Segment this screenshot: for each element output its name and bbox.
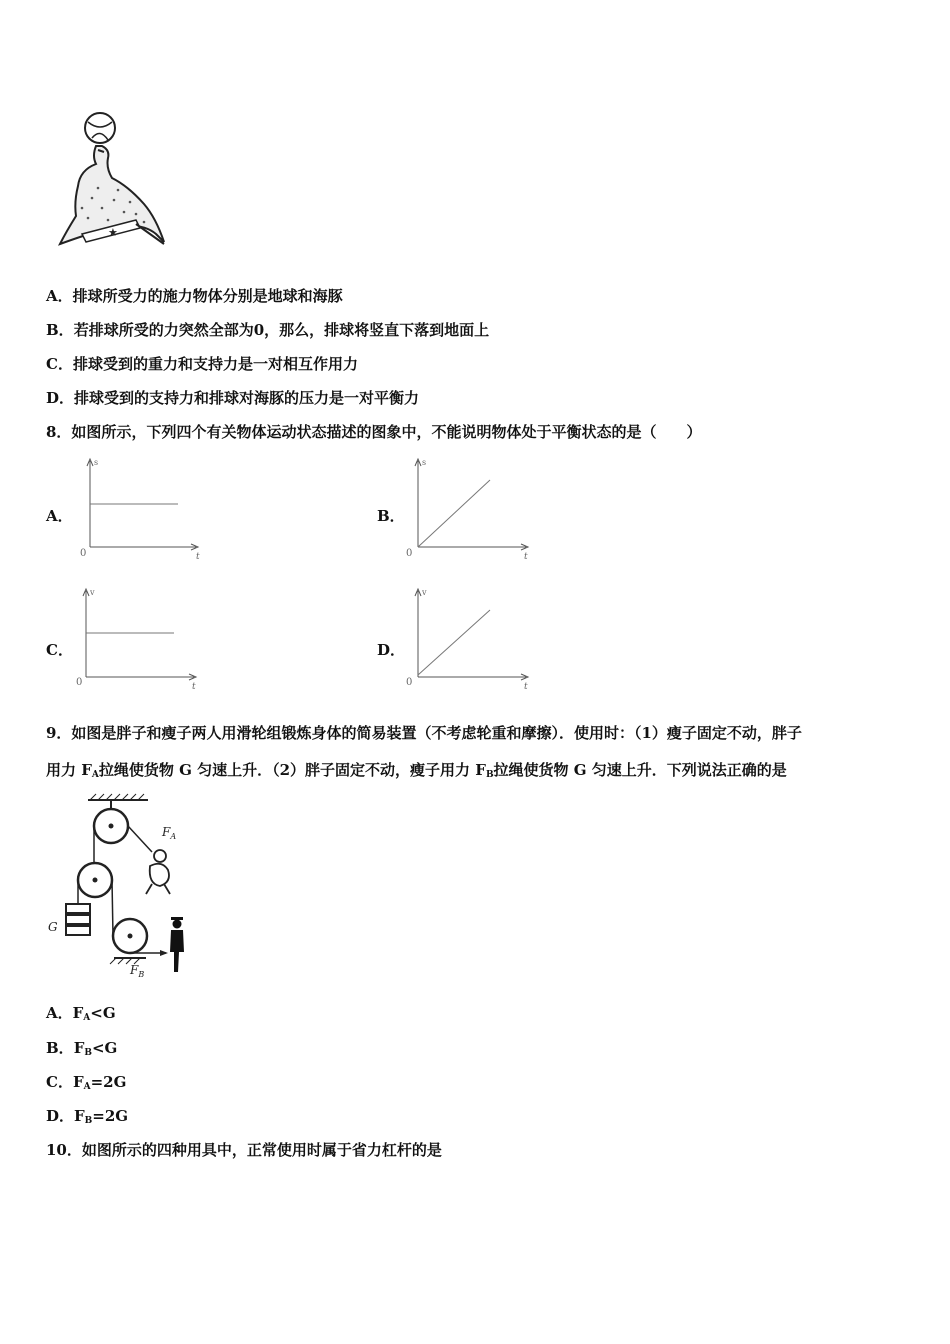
graph-c-x-label: t bbox=[192, 682, 196, 692]
q9-option-b[interactable]: B．$F_B<G$ bbox=[46, 1039, 118, 1058]
weight-g bbox=[66, 904, 90, 913]
q8-option-c-letter[interactable]: C． bbox=[46, 641, 73, 659]
q7-option-c[interactable]: C．排球受到的重力和支持力是一对相互作用力 bbox=[46, 355, 358, 373]
q9-stem-line2: 用力 $F_A$拉绳使货物 G 匀速上升．（2）胖子固定不动，瘦子用力 $F_B$拉绳使货物 G 匀速上升．下列说法正确的是 bbox=[46, 761, 787, 780]
q9-stem-line1: 9．如图是胖子和瘦子两人用滑轮组锻炼身体的简易装置（不考虑轮重和摩擦）．使用时：（1）瘦子固定不动，胖子 bbox=[46, 724, 802, 742]
seal-ball-figure bbox=[52, 108, 172, 253]
q8-option-a-letter[interactable]: A． bbox=[46, 507, 73, 525]
fb-label: $F_B$ bbox=[130, 963, 145, 979]
graph-d-line bbox=[418, 610, 490, 675]
q9-option-d[interactable]: D．$F_B=2G$ bbox=[46, 1107, 129, 1126]
q9-option-c[interactable]: C．$F_A=2G$ bbox=[46, 1073, 127, 1092]
graph-a-origin: 0 bbox=[80, 548, 87, 559]
q8-stem: 8．如图所示，下列四个有关物体运动状态描述的图象中，不能说明物体处于平衡状态的是（ ） bbox=[46, 423, 702, 441]
q8-option-d-letter[interactable]: D． bbox=[377, 641, 406, 659]
graph-d-y-label: v bbox=[422, 588, 427, 597]
graph-a-x-label: t bbox=[196, 552, 200, 562]
pulley-figure bbox=[44, 792, 204, 984]
graph-a-y-label: s bbox=[94, 458, 99, 467]
fat-person bbox=[146, 850, 170, 894]
q8-option-b-letter[interactable]: B． bbox=[377, 507, 405, 525]
q8-graph-a[interactable] bbox=[72, 455, 212, 563]
graph-b-line bbox=[418, 480, 490, 547]
graph-c-y-label: v bbox=[90, 588, 95, 597]
q7-option-b[interactable]: B．若排球所受的力突然全部为0，那么，排球将竖直下落到地面上 bbox=[46, 321, 490, 339]
svg-text:★: ★ bbox=[108, 226, 118, 239]
q7-option-d[interactable]: D．排球受到的支持力和排球对海豚的压力是一对平衡力 bbox=[46, 389, 420, 407]
graph-b-origin: 0 bbox=[406, 548, 413, 559]
graph-b-y-label: s bbox=[422, 458, 427, 467]
graph-d-x-label: t bbox=[524, 682, 528, 692]
graph-d-origin: 0 bbox=[406, 677, 413, 688]
ball bbox=[85, 113, 115, 143]
q8-graph-d[interactable] bbox=[400, 585, 540, 693]
thin-person bbox=[170, 917, 184, 972]
graph-c-origin: 0 bbox=[76, 677, 83, 688]
fa-label: $F_A$ bbox=[162, 825, 177, 841]
g-label: G bbox=[48, 920, 58, 934]
q9-option-a[interactable]: A．$F_A<G$ bbox=[46, 1004, 116, 1023]
graph-b-x-label: t bbox=[524, 552, 528, 562]
q7-option-a[interactable]: A．排球所受力的施力物体分别是地球和海豚 bbox=[46, 287, 343, 305]
q8-graph-c[interactable] bbox=[68, 585, 208, 693]
q10-stem: 10．如图所示的四种用具中，正常使用时属于省力杠杆的是 bbox=[46, 1141, 442, 1159]
q8-graph-b[interactable] bbox=[400, 455, 540, 563]
